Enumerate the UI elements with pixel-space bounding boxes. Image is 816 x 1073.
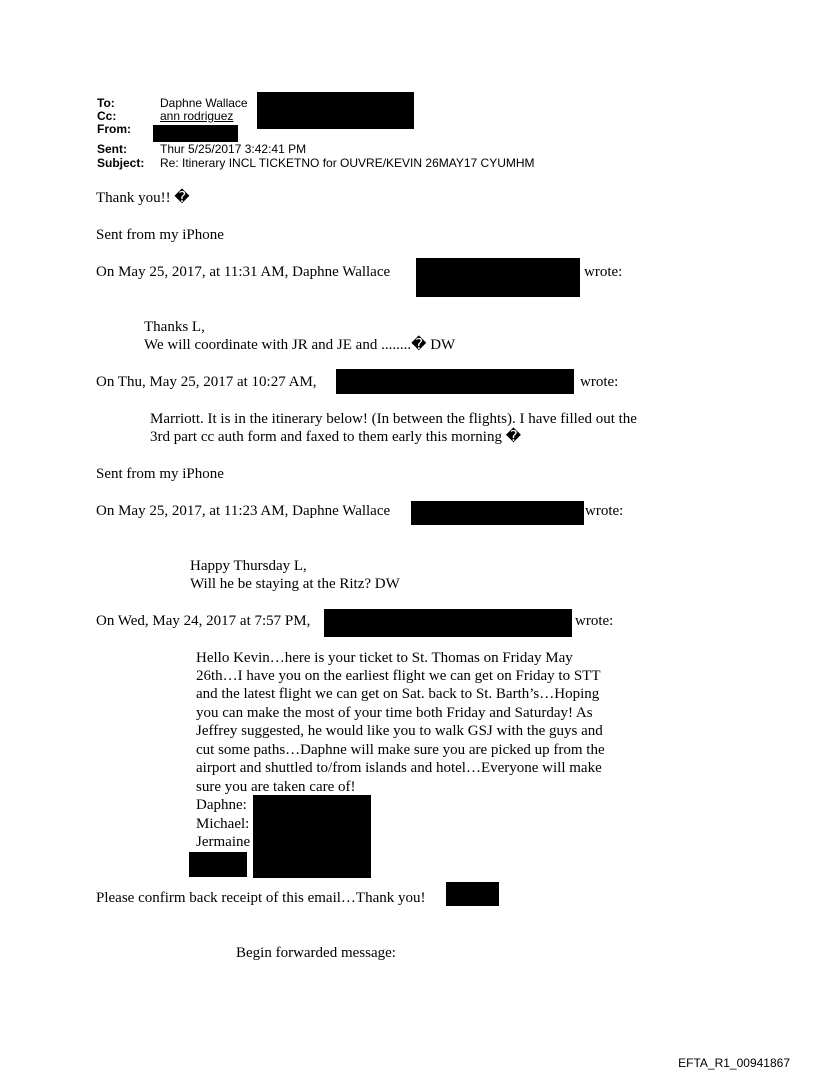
quote4-line-5: Jeffrey suggested, he would like you to walk GSJ with the guys and — [196, 723, 603, 739]
forwarded-message-label: Begin forwarded message: — [236, 945, 396, 961]
reply-line: Thank you!! � — [96, 190, 190, 206]
redaction-contact-name — [189, 852, 247, 877]
confirm-receipt-line: Please confirm back receipt of this email…Thank you! — [96, 890, 426, 906]
contact-michael-label: Michael: — [196, 816, 250, 832]
quote4-wrote: wrote: — [575, 613, 614, 629]
subject-label: Subject: — [97, 156, 145, 170]
quote1-line1: Thanks L, — [144, 319, 205, 335]
to-value: Daphne Wallace — [160, 96, 248, 110]
quote4-line-7: airport and shuttled to/from islands and hotel…Everyone will make — [196, 760, 602, 776]
quote2-line1: Marriott. It is in the itinerary below! (In between the flights). I have filled out the — [150, 411, 637, 427]
redaction-contact-numbers — [253, 795, 371, 878]
cc-value: ann rodriguez — [160, 109, 234, 123]
to-label: To: — [97, 96, 115, 110]
cc-label: Cc: — [97, 109, 117, 123]
quote3-intro: On May 25, 2017, at 11:23 AM, Daphne Wallace — [96, 503, 391, 519]
quote3-line1: Happy Thursday L, — [190, 558, 307, 574]
quote4-line-2: 26th…I have you on the earliest flight we can get on Friday to STT — [196, 668, 601, 684]
redaction-quote3-email — [411, 501, 584, 525]
contact-daphne-label: Daphne: — [196, 797, 247, 813]
quote4-line-3: and the latest flight we can get on Sat. back to St. Barth’s…Hoping — [196, 686, 600, 702]
quote3-line2: Will he be staying at the Ritz? DW — [190, 576, 400, 592]
sent-label: Sent: — [97, 142, 127, 156]
quote2-line2: 3rd part cc auth form and faxed to them early this morning � — [150, 429, 522, 445]
document-id: EFTA_R1_00941867 — [678, 1056, 790, 1070]
quote1-line2: We will coordinate with JR and JE and ........� DW — [144, 337, 456, 353]
contact-jermaine-label: Jermaine — [196, 834, 251, 850]
redaction-signature — [446, 882, 499, 906]
quote4-line-8: sure you are taken care of! — [196, 779, 356, 795]
from-label: From: — [97, 122, 131, 136]
redaction-quote4-email — [324, 609, 572, 637]
subject-value: Re: Itinerary INCL TICKETNO for OUVRE/KEVIN 26MAY17 CYUMHM — [160, 156, 535, 170]
sent-from-iphone: Sent from my iPhone — [96, 227, 224, 243]
quote4-intro: On Wed, May 24, 2017 at 7:57 PM, — [96, 613, 311, 629]
quote4-line-6: cut some paths…Daphne will make sure you are picked up from the — [196, 742, 605, 758]
redaction-from — [153, 125, 238, 142]
quote4-line-4: you can make the most of your time both Friday and Saturday! As — [196, 705, 593, 721]
quote4-line-1: Hello Kevin…here is your ticket to St. Thomas on Friday May — [196, 650, 573, 666]
redaction-quote2-email — [336, 369, 574, 394]
quote1-intro: On May 25, 2017, at 11:31 AM, Daphne Wallace — [96, 264, 391, 280]
quote2-wrote: wrote: — [580, 374, 619, 390]
redaction-quote1-email — [416, 258, 580, 297]
redaction-to-cc — [257, 92, 414, 129]
sent-value: Thur 5/25/2017 3:42:41 PM — [160, 142, 307, 156]
sent-from-iphone-2: Sent from my iPhone — [96, 466, 224, 482]
quote3-wrote: wrote: — [585, 503, 624, 519]
quote2-intro: On Thu, May 25, 2017 at 10:27 AM, — [96, 374, 317, 390]
quote1-wrote: wrote: — [584, 264, 623, 280]
